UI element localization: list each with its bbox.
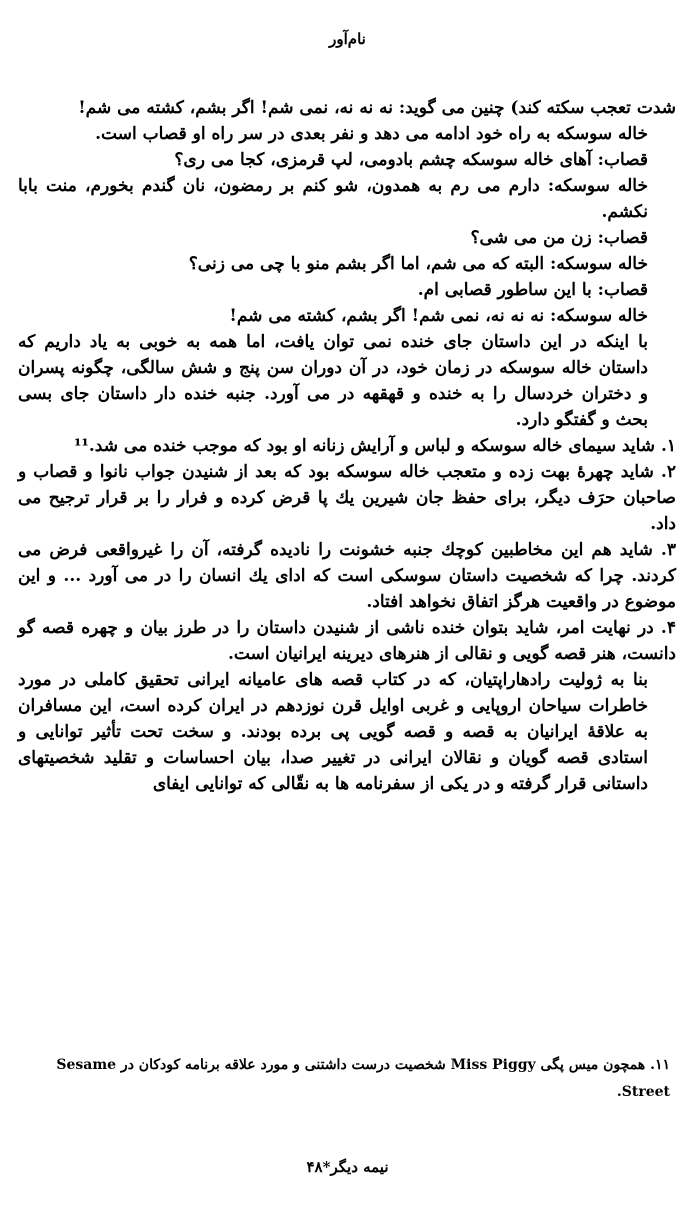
paragraph: خاله سوسکه: نه نه نه، نمی شم! اگر بشم، کشته می شم!	[229, 306, 648, 326]
paragraph: شدت تعجب سکته کند) چنین می گوید: نه نه نه، نمی شم! اگر بشم، کشته می شم!	[78, 98, 676, 118]
paragraph: با اینکه در این داستان جای خنده نمی توان یافت، اما همه به خوبی به یاد داریم که داستان خاله سوسکه در زمان خود، در آن دوران سن پنج و شش سالگی، چگونه پسران و دختران خردسال را به خنده و قهقهه در می آورد. جنبه خنده دار داستان جای بسی بحث و گفتگو دارد.	[18, 332, 648, 430]
footnote	[28, 1052, 670, 1106]
footnote-text: ۱۱. همچون میس پگی Miss Piggy شخصیت درست داشتنی و مورد علاقه برنامه کودکان در Sesame Street.	[56, 1057, 670, 1100]
paragraph: ۱. شاید سیمای خاله سوسکه و لباس و آرایش زنانه او بود که موجب خنده می شد.¹¹	[73, 436, 676, 456]
paragraph: ۳. شاید هم این مخاطبین کوچك جنبه خشونت را نادیده گرفته، آن را غیرواقعی فرض می کردند. چرا که شخصیت داستان سوسکی است که ادای یك انسان را در می آورد ... و این موضوع در واقعیت هرگز اتفاق نخواهد افتاد.	[18, 540, 676, 612]
paragraph: خاله سوسکه: البته که می شم، اما اگر بشم منو با چی می زنی؟	[188, 254, 648, 274]
paragraph: قصاب: آهای خاله سوسکه چشم بادومی، لپ قرمزی، کجا می ری؟	[174, 150, 648, 170]
paragraph: خاله سوسکه: دارم می رم به همدون، شو کنم بر رمضون، نان گندم بخورم، منت بابا نکشم.	[18, 176, 648, 222]
paragraph: قصاب: زن من می شی؟	[470, 228, 648, 248]
paragraph: ۴. در نهایت امر، شاید بتوان خنده ناشی از شنیدن داستان را در طرز بیان و چهره قصه گو دانست، هنر قصه گویی و نقالی از هنرهای دیرینه ایرانیان است.	[18, 618, 676, 664]
running-header: نام‌آور	[329, 30, 366, 48]
page-number: نیمه دیگر*۴۸	[306, 1158, 389, 1176]
paragraph: بنا به ژولیت رادهاراپتیان، که در کتاب قصه های عامیانه ایرانی تحقیق کاملی در مورد خاطرات سیاحان اروپایی و غربی اوایل قرن نوزدهم در ایران کرده است، این مسافران به علاقهٔ ایرانیان به قصه و قصه گویی پی برده بودند. و سخت تحت تأثیر توانایی و استادی قصه گویان و نقالان ایرانی در تغییر صدا، بیان احساسات و تقلید شخصیتهای داستانی قرار گرفته و در یکی از سفرنامه ها به نقّالی که توانایی ایفای	[18, 670, 648, 794]
paragraph: قصاب: با این ساطور قصابی ام.	[417, 280, 648, 300]
paragraph: ۲. شاید چهرهٔ بهت زده و متعجب خاله سوسکه بود که بعد از شنیدن جواب نانوا و قصاب و صاحبان حرَف دیگر، برای حفظ جان شیرین یك پا قرض کرده و فرار را بر قرار ترجیح می داد.	[18, 462, 676, 534]
paragraph: خاله سوسکه به راه خود ادامه می دهد و نفر بعدی در سر راه او قصاب است.	[95, 124, 648, 144]
body-text	[18, 95, 676, 797]
